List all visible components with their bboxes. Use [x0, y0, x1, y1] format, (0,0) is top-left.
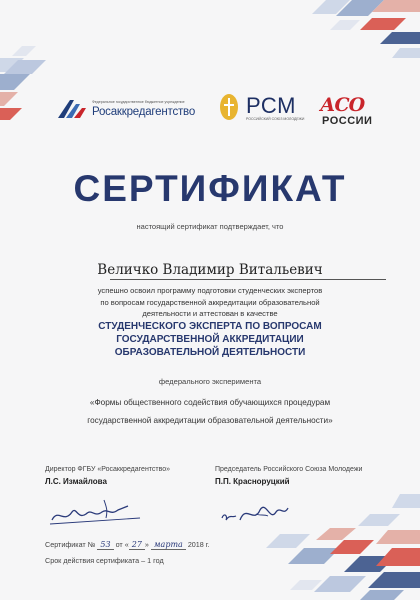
right-signatory-role: Председатель Российского Союза Молодежи [215, 466, 363, 473]
body-line: деятельности и аттестован в качестве [142, 309, 278, 318]
right-signature-icon [216, 494, 316, 534]
rosakkred-name: Росаккредагентство [92, 106, 196, 118]
program-name [50, 394, 370, 430]
validity-text: Срок действия сертификата – 1 год [45, 556, 164, 565]
cert-day: 27 [129, 540, 145, 550]
left-signatory-role: Директор ФГБУ «Росаккредагентство» [45, 466, 171, 473]
left-signatory-name: Л.С. Измайлова [45, 477, 107, 486]
experiment-label: федерального эксперимента [158, 377, 262, 386]
program-line: «Формы общественного содействия обучающихся процедурам [89, 398, 331, 407]
body-line: успешно освоил программу подготовки студенческих экспертов [97, 286, 323, 295]
recipient-underline [110, 279, 386, 280]
rosakkred-logo [56, 96, 206, 124]
aso-mark: АСО [320, 94, 365, 116]
role-line: СТУДЕНЧЕСКОГО ЭКСПЕРТА ПО ВОПРОСАМ [98, 321, 322, 332]
cert-number-prefix: Сертификат № [45, 540, 96, 549]
rosakkred-small-text: Федеральное государственное бюджетное учреждение [92, 100, 185, 104]
role-line: ОБРАЗОВАТЕЛЬНОЙ ДЕЯТЕЛЬНОСТИ [114, 347, 306, 358]
role-line: ГОСУДАРСТВЕННОЙ АККРЕДИТАЦИИ [116, 334, 304, 345]
rsm-small-text: РОССИЙСКИЙ СОЮЗ МОЛОДЕЖИ [246, 117, 305, 121]
certificate-body [70, 285, 350, 320]
rosakkred-emblem-icon [56, 96, 88, 122]
cert-date-prefix: от « [115, 540, 129, 549]
rsm-name: РСМ [246, 93, 296, 118]
rsm-logo [218, 92, 305, 124]
certificate-number-line: Сертификат № 53 от « 27 » марта 2018 г. [45, 540, 210, 549]
aso-logo [318, 94, 380, 128]
left-signature-icon [48, 494, 148, 534]
aso-name: РОССИИ [322, 115, 373, 127]
body-line: по вопросам государственной аккредитации образовательной [100, 297, 320, 307]
certificate-title: СЕРТИФИКАТ [73, 168, 347, 209]
cert-month: марта [151, 540, 186, 550]
recipient-name: Величко Владимир Витальевич [97, 262, 323, 278]
expert-role [70, 320, 350, 359]
certificate-subtitle: настоящий сертификат подтверждает, что [136, 222, 284, 231]
cert-number: 53 [97, 540, 113, 550]
rsm-emblem-icon [218, 92, 240, 122]
program-line: государственной аккредитации образовательной деятельности» [87, 416, 333, 425]
right-signatory-name: П.П. Красноруцкий [215, 477, 290, 486]
cert-year: 2018 г. [187, 540, 210, 549]
